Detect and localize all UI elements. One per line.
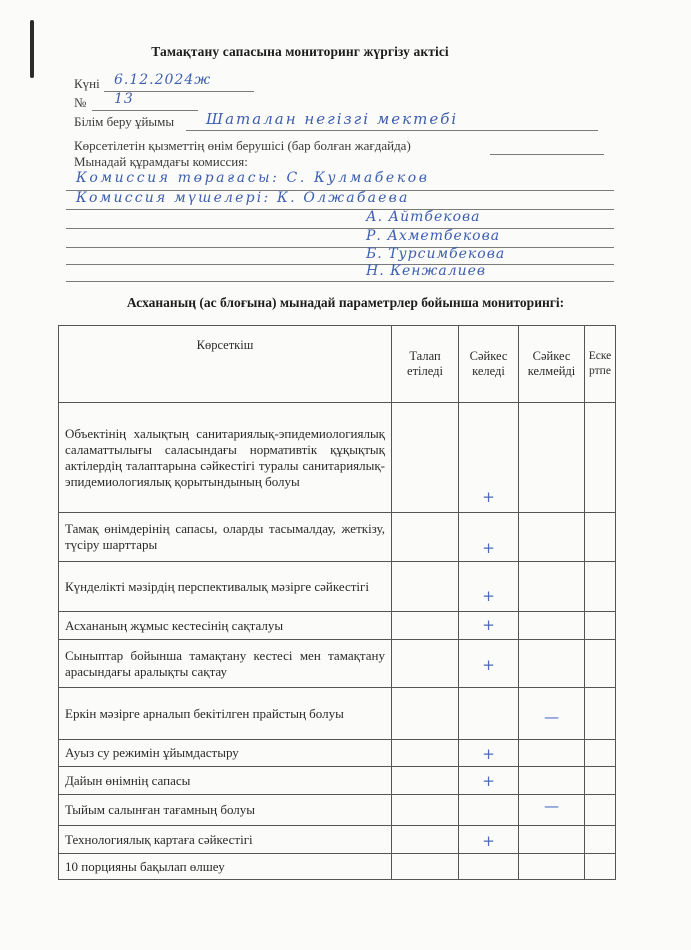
indicator-cell: Сыныптар бойынша тамақтану кестесі мен тамақтану арасындағы аралықты сақтау xyxy=(59,640,392,688)
noncompliant-cell xyxy=(519,767,585,795)
noncompliant-cell xyxy=(519,640,585,688)
header-noncompliant: Сәйкес келмейді xyxy=(519,326,585,403)
compliant-cell xyxy=(459,854,519,880)
note-cell xyxy=(585,740,616,767)
required-cell xyxy=(392,795,459,826)
supplier-label: Көрсетілетін қызметтің өнім берушісі (бар болған жағдайда) xyxy=(74,138,411,153)
required-cell xyxy=(392,688,459,740)
commission-member: Комиссия төрағасы: С. Кулмабеков xyxy=(76,170,430,186)
required-cell xyxy=(392,612,459,640)
indicator-cell: Асхананың жұмыс кестесінің сақталуы xyxy=(59,612,392,640)
supplier-underline xyxy=(490,154,604,155)
commission-line-3 xyxy=(66,228,614,229)
table-row xyxy=(59,513,616,562)
compliant-cell xyxy=(459,826,519,854)
indicator-cell: Технологиялық картаға сәйкестігі xyxy=(59,826,392,854)
indicator-cell: Еркін мәзірге арналып бекітілген прайстың болуы xyxy=(59,688,392,740)
commission-label: Мынадай құрамдағы комиссия: xyxy=(74,154,248,169)
compliant-mark: + xyxy=(482,616,495,634)
table-row xyxy=(59,740,616,767)
noncompliant-mark: — xyxy=(544,797,559,815)
table-row xyxy=(59,767,616,795)
compliant-cell xyxy=(459,612,519,640)
compliant-mark: + xyxy=(482,745,495,763)
commission-line-2 xyxy=(66,209,614,210)
table-row xyxy=(59,826,616,854)
note-cell xyxy=(585,513,616,562)
note-cell xyxy=(585,403,616,513)
number-value: 13 xyxy=(114,91,134,107)
table-header-row xyxy=(59,326,616,403)
compliant-cell xyxy=(459,640,519,688)
compliant-mark: + xyxy=(482,587,495,605)
date-label: Күні xyxy=(74,76,100,91)
commission-member: Н. Кенжалиев xyxy=(366,263,487,279)
number-underline xyxy=(92,110,198,111)
note-cell xyxy=(585,795,616,826)
indicator-cell: 10 порцияны бақылап өлшеу xyxy=(59,854,392,880)
table-row xyxy=(59,640,616,688)
header-note: Ескертпе xyxy=(585,326,616,403)
header-compliant: Сәйкес келеді xyxy=(459,326,519,403)
compliant-mark: + xyxy=(482,539,495,557)
note-cell xyxy=(585,767,616,795)
header-required: Талап етіледі xyxy=(392,326,459,403)
table-title: Асхананың (ас блоғына) мынадай параметрлер бойынша мониторингі: xyxy=(126,295,565,310)
required-cell xyxy=(392,826,459,854)
note-cell xyxy=(585,562,616,612)
compliant-cell xyxy=(459,795,519,826)
commission-member: Б. Турсимбекова xyxy=(366,246,506,262)
number-label: № xyxy=(74,95,87,110)
table-row xyxy=(59,854,616,880)
compliant-cell xyxy=(459,513,519,562)
indicator-cell: Күнделікті мәзірдің перспективалық мәзірге сәйкестігі xyxy=(59,562,392,612)
note-cell xyxy=(585,640,616,688)
indicator-cell: Дайын өнімнің сапасы xyxy=(59,767,392,795)
noncompliant-cell xyxy=(519,688,585,740)
noncompliant-cell xyxy=(519,513,585,562)
commission-line-5 xyxy=(66,264,614,265)
header-indicator: Көрсеткіш xyxy=(59,326,392,403)
noncompliant-cell xyxy=(519,612,585,640)
indicator-cell: Тамақ өнімдерінің сапасы, оларды тасымалдау, жеткізу, түсіру шарттары xyxy=(59,513,392,562)
note-cell xyxy=(585,612,616,640)
required-cell xyxy=(392,854,459,880)
compliant-mark: + xyxy=(482,488,495,506)
compliant-mark: + xyxy=(482,772,495,790)
noncompliant-cell xyxy=(519,740,585,767)
noncompliant-cell xyxy=(519,854,585,880)
school-label: Білім беру ұйымы xyxy=(74,114,175,129)
commission-member: Р. Ахметбекова xyxy=(366,228,501,244)
noncompliant-cell xyxy=(519,562,585,612)
monitoring-table xyxy=(58,325,616,880)
school-underline xyxy=(186,130,598,131)
document-title: Тамақтану сапасына мониторинг жүргізу актісі xyxy=(151,44,449,59)
note-cell xyxy=(585,854,616,880)
noncompliant-cell xyxy=(519,795,585,826)
required-cell xyxy=(392,513,459,562)
date-value: 6.12.2024ж xyxy=(114,72,212,88)
noncompliant-mark: — xyxy=(544,708,559,726)
required-cell xyxy=(392,640,459,688)
noncompliant-cell xyxy=(519,826,585,854)
compliant-cell xyxy=(459,688,519,740)
required-cell xyxy=(392,740,459,767)
compliant-mark: + xyxy=(482,832,495,850)
compliant-mark: + xyxy=(482,656,495,674)
indicator-cell: Ауыз су режимін ұйымдастыру xyxy=(59,740,392,767)
table-row xyxy=(59,403,616,513)
required-cell xyxy=(392,403,459,513)
school-value: Шаталан негізгі мектебі xyxy=(206,110,459,128)
noncompliant-cell xyxy=(519,403,585,513)
commission-line-6 xyxy=(66,281,614,282)
note-cell xyxy=(585,826,616,854)
commission-member: А. Айтбекова xyxy=(366,209,481,225)
compliant-cell xyxy=(459,562,519,612)
table-row xyxy=(59,688,616,740)
compliant-cell xyxy=(459,740,519,767)
table-row xyxy=(59,612,616,640)
commission-line-4 xyxy=(66,247,614,248)
commission-member: Комиссия мүшелері: К. Олжабаева xyxy=(76,190,410,206)
indicator-cell: Тыйым салынған тағамның болуы xyxy=(59,795,392,826)
table-row xyxy=(59,795,616,826)
compliant-cell xyxy=(459,403,519,513)
table-row xyxy=(59,562,616,612)
required-cell xyxy=(392,767,459,795)
note-cell xyxy=(585,688,616,740)
compliant-cell xyxy=(459,767,519,795)
indicator-cell: Объектінің халықтың санитариялық-эпидемиологиялық саламаттылығы саласындағы нормативтік құқықтық актілердің талаптарына сәйкестігі туралы санитариялық-эпидемиологиялық қорытындының болуы xyxy=(59,403,392,513)
required-cell xyxy=(392,562,459,612)
